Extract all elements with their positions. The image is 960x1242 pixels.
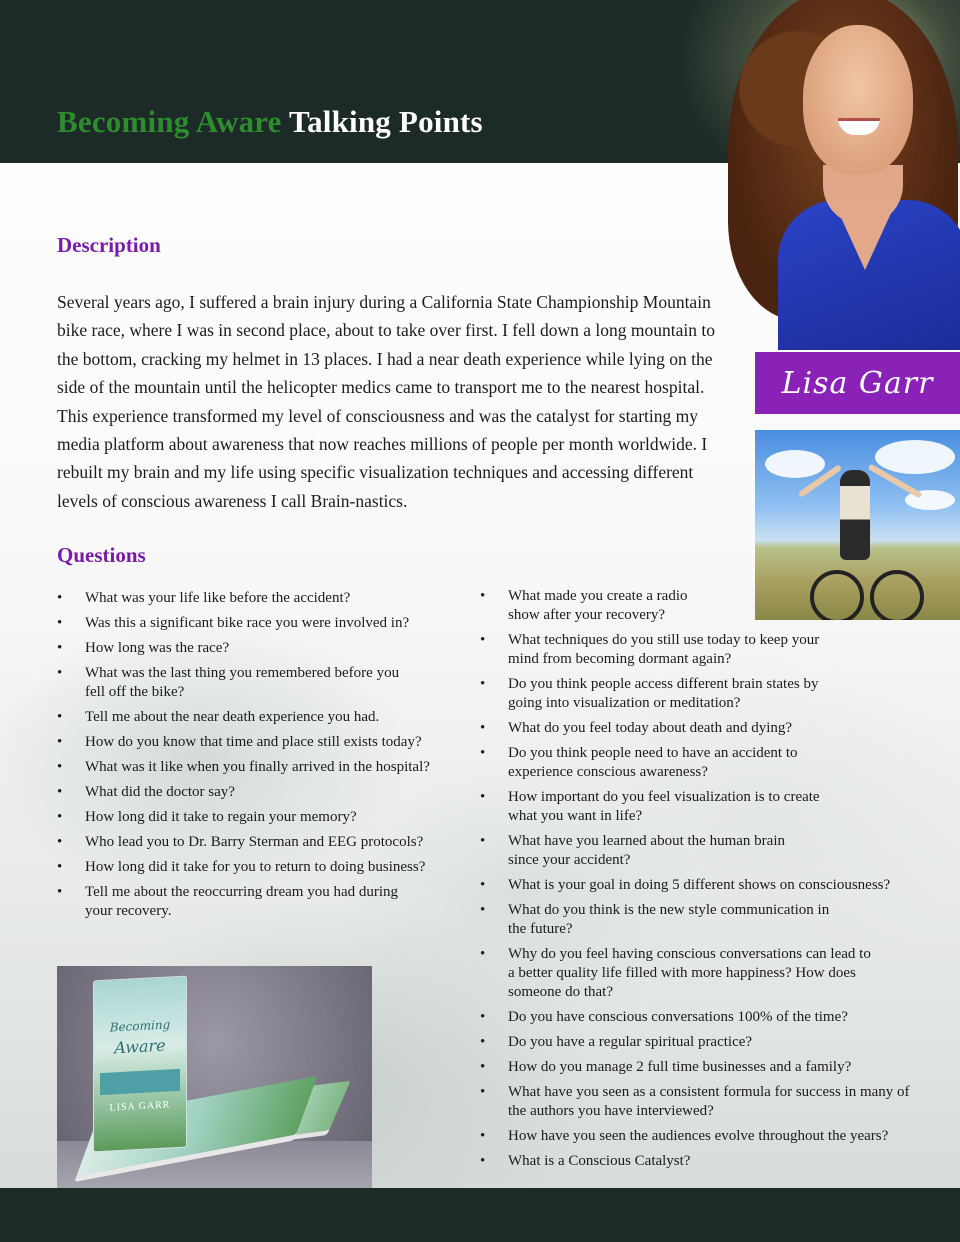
- list-item: • What was the last thing you remembered before you fell off the bike?: [57, 664, 405, 702]
- list-item: • What made you create a radio show after your recovery?: [480, 587, 698, 625]
- list-item: • Do you think people access different brain states by going into visualization or meditation?: [480, 675, 833, 713]
- list-item: • How long did it take for you to return to doing business?: [57, 858, 447, 877]
- list-item: • Tell me about the near death experience you had.: [57, 708, 447, 727]
- list-item: • Tell me about the reoccurring dream you had during your recovery.: [57, 883, 410, 921]
- list-item: • How important do you feel visualization is to create what you want in life?: [480, 788, 838, 826]
- book-title-line2: Aware: [114, 1035, 166, 1058]
- list-item: • Was this a significant bike race you were involved in?: [57, 614, 447, 633]
- list-item: • Why do you feel having conscious conversations can lead to a better quality life filled with more happiness? How does someone do that?: [480, 945, 873, 1002]
- list-item: • What was it like when you finally arrived in the hospital?: [57, 758, 447, 777]
- name-banner: Lisa Garr: [755, 352, 960, 414]
- questions-right-list: [480, 587, 910, 1177]
- book-author: LISA GARR: [109, 1099, 171, 1114]
- title-highlight: Becoming Aware: [57, 104, 282, 139]
- list-item: • Who lead you to Dr. Barry Sterman and EEG protocols?: [57, 833, 447, 852]
- description-text: Several years ago, I suffered a brain injury during a California State Championship Mountain bike race, where I was in second place, about to take over first. I fell down a long mountain to the bottom, cracking my helmet in 13 places. I had a near death experience while lying on the side of the mountain until the helicopter medics came to transport me to the nearest hospital. This experience transformed my level of consciousness and was the catalyst for starting my media platform about awareness that now reaches millions of people per month worldwide. I rebuilt my brain and my life using specific visualization techniques and accessing different levels of conscious awareness I call Brain-nastics.: [57, 292, 715, 511]
- list-item: • What techniques do you still use today to keep your mind from becoming dormant again?: [480, 631, 823, 669]
- book-cover: [93, 976, 187, 1153]
- list-item: • What have you seen as a consistent formula for success in many of the authors you have interviewed?: [480, 1083, 928, 1121]
- list-item: • Do you think people need to have an accident to experience conscious awareness?: [480, 744, 818, 782]
- list-item: • What is a Conscious Catalyst?: [480, 1152, 910, 1171]
- questions-heading: Questions: [57, 543, 146, 567]
- book-photo: [57, 966, 372, 1221]
- rider: [840, 470, 870, 560]
- list-item: • What is your goal in doing 5 different shows on consciousness?: [480, 876, 910, 895]
- list-item: • Do you have conscious conversations 100% of the time?: [480, 1008, 910, 1027]
- list-item: • How do you manage 2 full time businesses and a family?: [480, 1058, 910, 1077]
- list-item: • How long did it take to regain your memory?: [57, 808, 447, 827]
- questions-left-list: [57, 589, 447, 927]
- list-item: • How have you seen the audiences evolve throughout the years?: [480, 1127, 910, 1146]
- book-title-line1: Becoming: [109, 1017, 171, 1035]
- list-item: • What did the doctor say?: [57, 783, 447, 802]
- list-item: • What was your life like before the accident?: [57, 589, 447, 608]
- list-item: • What do you think is the new style communication in the future?: [480, 901, 838, 939]
- list-item: • What have you learned about the human brain since your accident?: [480, 832, 808, 870]
- list-item: • What do you feel today about death and dying?: [480, 719, 910, 738]
- list-item: • How long was the race?: [57, 639, 447, 658]
- page-title: [57, 104, 483, 140]
- portrait-photo: [718, 0, 960, 350]
- description-heading: Description: [57, 233, 161, 257]
- title-rest: Talking Points: [289, 104, 483, 139]
- list-item: • Do you have a regular spiritual practice?: [480, 1033, 910, 1052]
- footer-bar: [0, 1188, 960, 1242]
- list-item: • How do you know that time and place still exists today?: [57, 733, 447, 752]
